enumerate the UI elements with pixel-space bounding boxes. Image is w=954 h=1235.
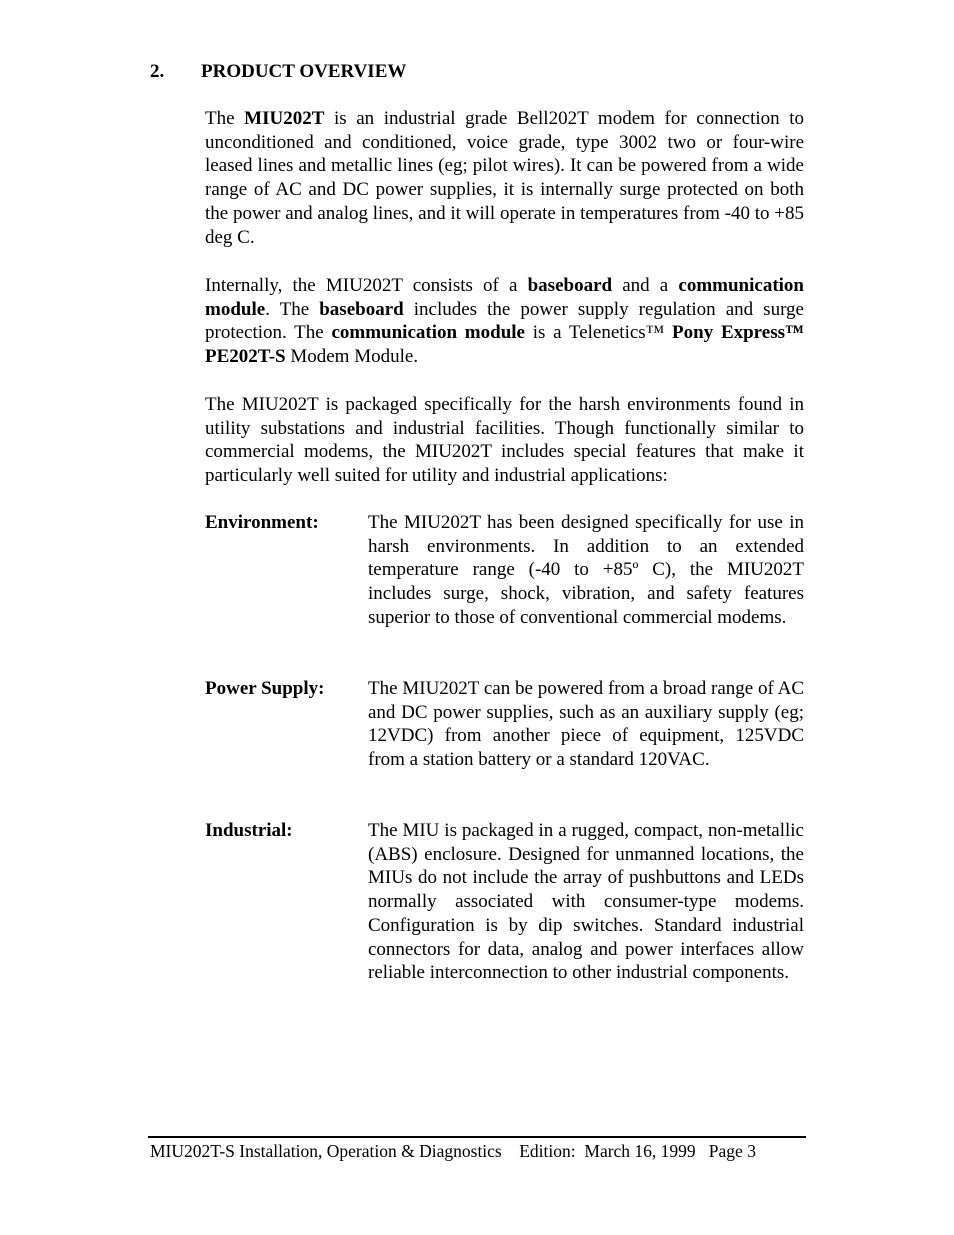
feature-label: Power Supply: (205, 678, 325, 699)
section-number: 2. (150, 61, 165, 82)
feature-description: The MIU is packaged in a rugged, compact, non-metallic (ABS) enclosure. Designed for unmanned locations, the MIUs do not include the array of pushbuttons and LEDs normally associated with consumer-type modems. Configuration is by dip switches. Standard industrial connectors for data, analog and power interfaces allow reliable interconnection to other industrial components. (368, 820, 804, 984)
footer-rule (148, 1136, 806, 1138)
internals-text-1: Internally, the MIU202T consists of a (205, 275, 528, 296)
intro-paragraph (205, 107, 804, 249)
internals-bold-4: communication module (331, 322, 525, 344)
packaging-paragraph: The MIU202T is packaged specifically for the harsh environments found in utility substations and industrial facilities. Though functionally similar to commercial modems, the MIU202T includes special features that make it particularly well suited for utility and industrial applications: (205, 394, 804, 487)
internals-bold-1: baseboard (527, 275, 613, 296)
feature-description: The MIU202T has been designed specifically for use in harsh environments. In addition to an extended temperature range (-40 to +85º C), the MIU202T includes surge, shock, vibration, and safety features superior to those of conventional commercial modems. (368, 512, 804, 628)
internals-bold-2: communication module (205, 275, 804, 320)
section-heading (150, 60, 406, 84)
intro-text-2: is an industrial grade Bell202T modem for connection to unconditioned and conditioned, voice grade, type 3002 two or four-wire leased lines and metallic lines (eg; pilot wires). It can be powered from a wide range of AC and DC power supplies, it is internally surge protected on both the power and analog lines, and it will operate in temperatures from -40 to +85 deg C. (205, 108, 805, 248)
internals-text-3: . The (265, 298, 320, 320)
section-title: PRODUCT OVERVIEW (201, 61, 407, 82)
internals-text-5: is a Telenetics™ (524, 322, 673, 344)
internals-bold-5: Pony Express™ PE202T-S (205, 322, 804, 368)
internals-bold-3: baseboard (319, 298, 404, 320)
internals-text-4: includes the power supply regulation and surge protection. The (205, 298, 804, 344)
internals-text-6: Modem Module. (285, 346, 419, 368)
internals-text-2: and a (612, 275, 679, 296)
page-footer: MIU202T-S Installation, Operation & Diagnostics Edition: March 16, 1999 Page 3 (150, 1141, 756, 1161)
intro-product-name: MIU202T (244, 108, 325, 129)
feature-label: Environment: (205, 512, 319, 533)
internals-paragraph (205, 274, 804, 369)
intro-text-1: The (205, 108, 245, 129)
feature-description: The MIU202T can be powered from a broad range of AC and DC power supplies, such as an auxiliary supply (eg; 12VDC) from another piece of equipment, 125VDC from a station battery or a standard 120VAC. (368, 678, 804, 771)
feature-label: Industrial: (205, 820, 293, 841)
